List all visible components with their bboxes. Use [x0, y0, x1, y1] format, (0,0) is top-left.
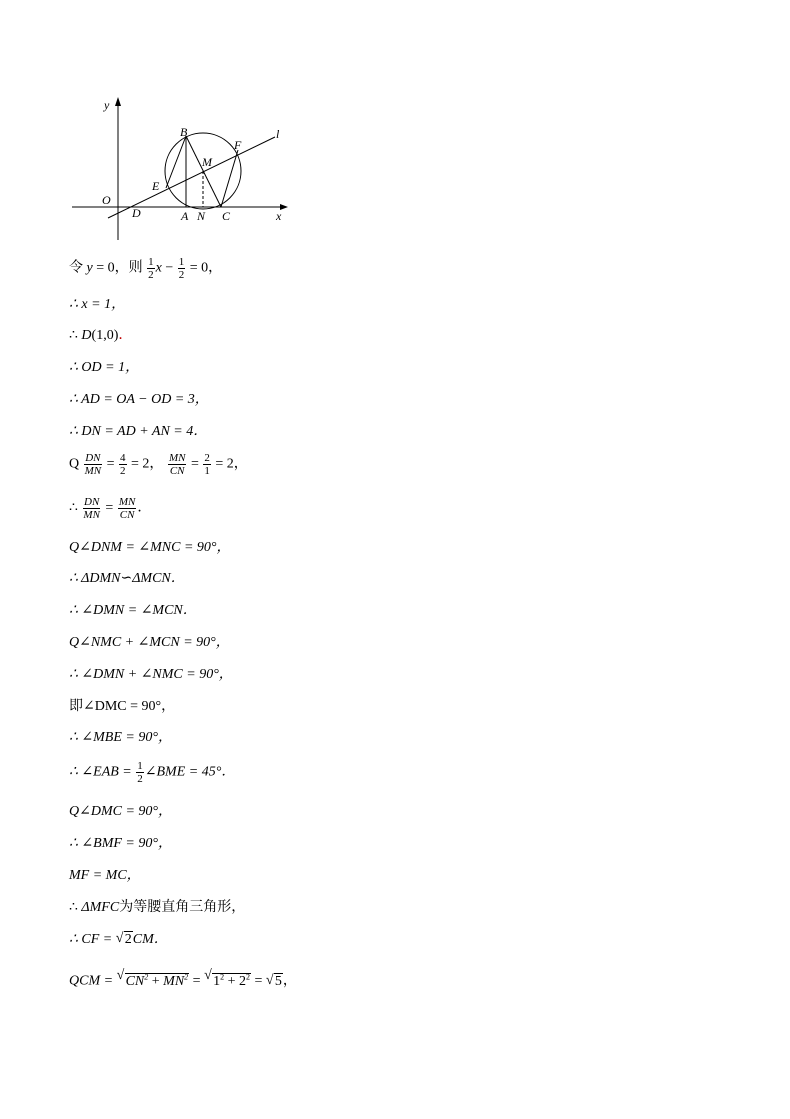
- fraction: $\frac{1}{2}$: [148, 256, 154, 281]
- var-x: x: [155, 260, 162, 276]
- line-16: ∴ ∠EAB = $\frac{1}{2}$ ∠BME = 45°．: [69, 760, 236, 785]
- label-B: B: [180, 125, 188, 139]
- line-20: ∴ ΔMFC为等腰直角三角形，: [69, 900, 246, 915]
- line-4: ∴ OD = 1，: [69, 360, 140, 375]
- label-F: F: [234, 138, 242, 152]
- line-21: ∴ CF = √ 2CM．: [69, 931, 168, 949]
- line-12: Q∠NMC + ∠MCN = 90°，: [69, 635, 230, 650]
- text: = 0，则: [92, 260, 143, 276]
- line-17: Q∠DMC = 90°，: [69, 804, 172, 819]
- line-7: Q $\frac{DN}{MN}$ = $\frac{4}{2}$ = 2， $\frac{MN}{CN}$ = $\frac{2}{1}$ = 2，: [69, 452, 248, 477]
- line-2: ∴ x = 1，: [69, 297, 126, 312]
- line-1: [69, 256, 222, 281]
- line-5: ∴ AD = OA − OD = 3，: [69, 392, 209, 407]
- line-11: ∴ ∠DMN = ∠MCN．: [69, 603, 197, 618]
- label-D: D: [132, 206, 141, 220]
- line-8: ∴ $\frac{DN}{MN}$ = $\frac{MN}{CN}$ ．: [69, 496, 152, 521]
- text: 令: [69, 260, 83, 276]
- label-y: y: [104, 98, 110, 112]
- text: = 0，: [186, 260, 223, 276]
- label-N: N: [197, 209, 206, 223]
- label-A: A: [181, 209, 189, 223]
- line-18: ∴ ∠BMF = 90°，: [69, 836, 172, 851]
- label-C: C: [222, 209, 231, 223]
- line-6: ∴ DN = AD + AN = 4．: [69, 424, 208, 439]
- line-13: ∴ ∠DMN + ∠NMC = 90°，: [69, 667, 233, 682]
- fraction: $\frac{1}{2}$: [178, 256, 185, 281]
- line-19: MF = MC，: [69, 868, 141, 883]
- label-E: E: [152, 179, 160, 193]
- label-l: l: [276, 127, 280, 141]
- line-15: ∴ ∠MBE = 90°，: [69, 730, 172, 745]
- y-axis-arrow: [115, 97, 121, 106]
- geometry-figure: [68, 92, 300, 242]
- var-y: y: [86, 260, 93, 276]
- label-M: M: [202, 155, 212, 169]
- line-22: QCM = √ $CN^2 + MN^2$ = √ $1^2 + 2^2$ = √ 5，: [69, 968, 297, 991]
- label-x: x: [276, 209, 282, 223]
- line-10: ∴ ΔDMN∽ΔMCN．: [69, 571, 185, 586]
- label-O: O: [102, 193, 111, 207]
- text: −: [161, 260, 177, 276]
- line-3: ∴ D(1,0)．: [69, 328, 133, 343]
- line-9: Q∠DNM = ∠MNC = 90°，: [69, 540, 231, 555]
- line-14: 即∠DMC = 90°，: [69, 699, 176, 714]
